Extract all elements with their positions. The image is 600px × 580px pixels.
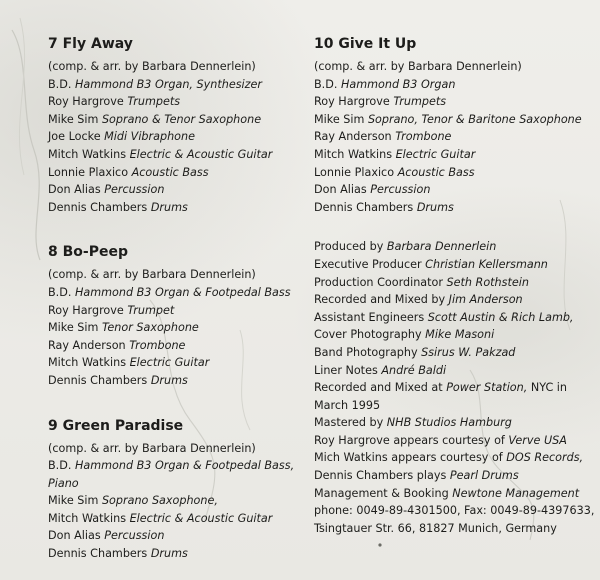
- credit-line: (comp. & arr. by Barbara Dennerlein): [48, 268, 256, 282]
- contact-address-line: Tsingtauer Str. 66, 81827 Munich, Germany: [314, 521, 557, 535]
- track-title: 10 Give It Up: [314, 36, 417, 52]
- track-7: [48, 34, 298, 216]
- right-column: [314, 34, 595, 547]
- credit-line: (comp. & arr. by Barbara Dennerlein): [48, 441, 256, 455]
- credit-line: Roy Hargrove Trumpets: [48, 95, 181, 109]
- track-9: [48, 416, 298, 563]
- credit-line: B.D. Hammond B3 Organ & Footpedal Bass: [48, 285, 291, 299]
- production-line: Roy Hargrove appears courtesy of Verve USA: [314, 433, 567, 447]
- credit-line: Lonnie Plaxico Acoustic Bass: [48, 165, 209, 179]
- track-title: 7 Fly Away: [48, 36, 133, 52]
- credit-line: (comp. & arr. by Barbara Dennerlein): [48, 60, 256, 73]
- credit-line: Mike Sim Tenor Saxophone: [48, 321, 199, 335]
- production-line: Mich Watkins appears courtesy of DOS Records,: [314, 451, 584, 465]
- track-8: [48, 242, 298, 389]
- credit-line: Roy Hargrove Trumpets: [314, 95, 447, 109]
- credit-line: Roy Hargrove Trumpet: [48, 303, 175, 317]
- production-line: Liner Notes André Baldi: [314, 363, 447, 377]
- credit-line: Mitch Watkins Electric & Acoustic Guitar: [48, 147, 273, 161]
- contact-phone-line: phone: 0049-89-4301500, Fax: 0049-89-4397633,: [314, 504, 595, 518]
- production-line: Cover Photography Mike Masoni: [314, 328, 495, 342]
- production-line: Production Coordinator Seth Rothstein: [314, 275, 529, 289]
- credit-line: Don Alias Percussion: [48, 183, 165, 197]
- credit-line: (comp. & arr. by Barbara Dennerlein): [314, 60, 522, 73]
- credit-line: B.D. Hammond B3 Organ, Synthesizer: [48, 77, 263, 91]
- credit-line: Mike Sim Soprano & Tenor Saxophone: [48, 112, 262, 126]
- production-line: Management & Booking Newtone Management: [314, 486, 580, 500]
- credit-line: Lonnie Plaxico Acoustic Bass: [314, 165, 475, 179]
- left-column: [48, 34, 298, 573]
- credit-line: B.D. Hammond B3 Organ: [314, 77, 456, 91]
- credit-line: Mitch Watkins Electric & Acoustic Guitar: [48, 511, 273, 525]
- credit-line: Dennis Chambers Drums: [48, 373, 188, 387]
- production-line: Recorded and Mixed by Jim Anderson: [314, 293, 523, 307]
- credit-line: Mitch Watkins Electric Guitar: [314, 147, 476, 161]
- credit-line: Piano: [48, 476, 79, 490]
- credit-line: Mike Sim Soprano, Tenor & Baritone Saxophone: [314, 112, 582, 126]
- production-line: Assistant Engineers Scott Austin & Rich Lamb,: [314, 310, 574, 324]
- production-line: Recorded and Mixed at Power Station, NYC in: [314, 381, 568, 395]
- credit-line: Mike Sim Soprano Saxophone,: [48, 494, 218, 508]
- production-line: Mastered by NHB Studios Hamburg: [314, 416, 512, 430]
- credit-line: Don Alias Percussion: [48, 529, 165, 543]
- production-credits: [314, 238, 595, 537]
- credit-line: Dennis Chambers Drums: [48, 200, 188, 214]
- credit-line: Ray Anderson Trombone: [48, 338, 186, 352]
- production-line: Dennis Chambers plays Pearl Drums: [314, 469, 519, 483]
- production-line: March 1995: [314, 398, 381, 412]
- credit-line: Dennis Chambers Drums: [48, 547, 188, 561]
- track-title: 9 Green Paradise: [48, 417, 184, 434]
- production-line: Executive Producer Christian Kellersmann: [314, 257, 548, 271]
- production-line: Band Photography Ssirus W. Pakzad: [314, 345, 516, 359]
- track-10: [314, 34, 584, 216]
- credit-line: B.D. Hammond B3 Organ & Footpedal Bass,: [48, 459, 295, 473]
- production-line: Produced by Barbara Dennerlein: [314, 240, 497, 254]
- credit-line: Don Alias Percussion: [314, 183, 431, 197]
- credit-line: Mitch Watkins Electric Guitar: [48, 356, 210, 370]
- credit-line: Dennis Chambers Drums: [314, 200, 454, 214]
- credit-line: Joe Locke Midi Vibraphone: [48, 130, 195, 144]
- track-title: 8 Bo-Peep: [48, 244, 128, 261]
- credit-line: Ray Anderson Trombone: [314, 130, 452, 144]
